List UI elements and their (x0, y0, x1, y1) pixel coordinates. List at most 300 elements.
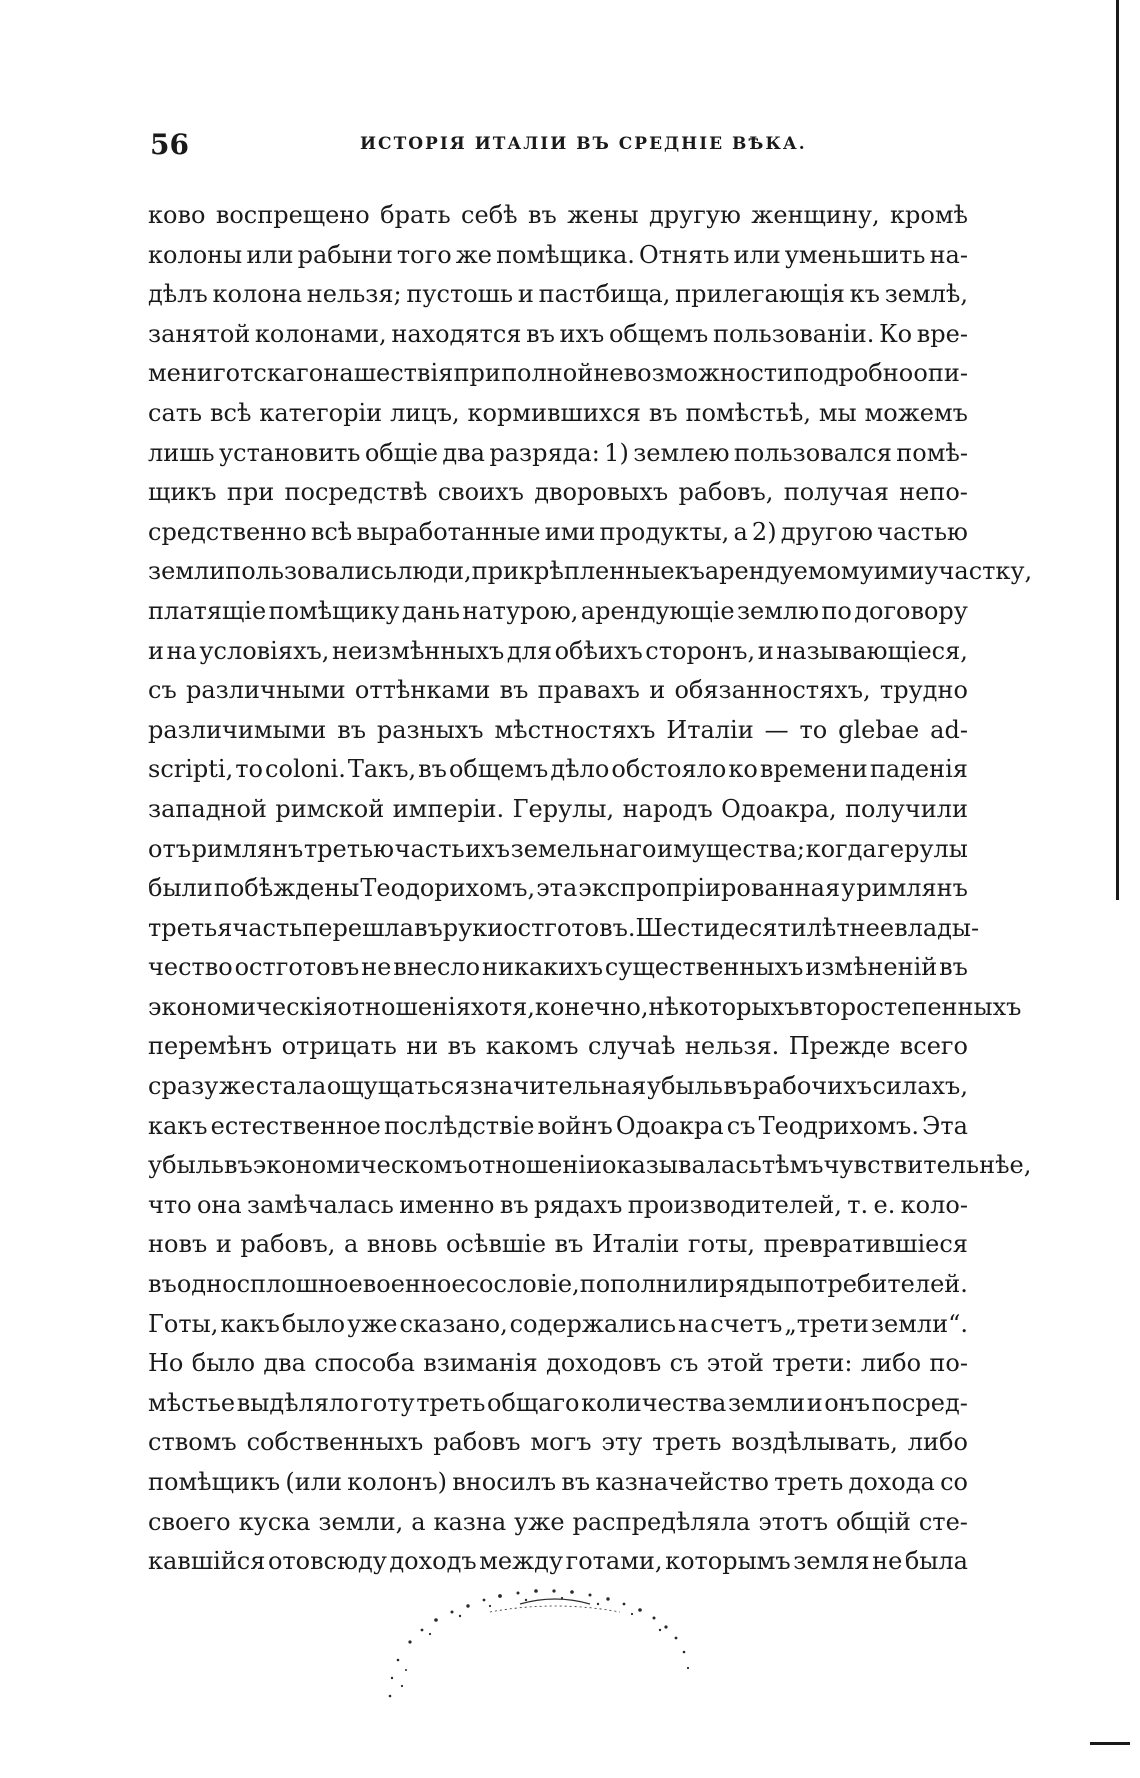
word: стала (255, 1072, 327, 1101)
word: е. (873, 1190, 896, 1219)
word: отовсюду (267, 1547, 387, 1576)
word: именно (399, 1190, 495, 1219)
word: ряды (719, 1270, 784, 1299)
word: ad- (930, 715, 968, 744)
word: опи- (913, 359, 968, 388)
word: убыль (148, 1151, 224, 1180)
word: какомъ (485, 1032, 579, 1061)
word: треть (774, 1468, 844, 1496)
word: „трети (784, 1309, 869, 1338)
word: воспрещено (215, 201, 370, 229)
word: готу (360, 1388, 415, 1417)
word: при (226, 478, 275, 507)
word: то (799, 715, 828, 744)
word: помѣстьѣ, (685, 398, 811, 427)
word: Теодрихомъ. (758, 1111, 919, 1140)
word: сразу (148, 1072, 219, 1101)
word: въ (528, 201, 557, 229)
word: остготовъ (234, 953, 360, 982)
word: рабочихъ (752, 1072, 872, 1101)
word: мѣстностяхъ (494, 715, 656, 744)
word: рядахъ (533, 1190, 623, 1219)
word: на (678, 1309, 709, 1338)
word: земли“. (870, 1309, 968, 1338)
word: было (281, 1309, 346, 1338)
word: разряда: (489, 438, 600, 467)
word: измѣненій (805, 953, 938, 982)
word: кормившихся (467, 398, 641, 427)
word: землѣ, (884, 280, 968, 309)
word: куска (238, 1507, 311, 1536)
word: ощущаться (326, 1072, 470, 1101)
word: Эта (922, 1111, 968, 1140)
word: эту (601, 1428, 643, 1457)
word: на (166, 636, 197, 665)
word: — (764, 715, 789, 744)
word: что (148, 1190, 192, 1219)
word: чество (148, 953, 233, 982)
word: всего (899, 1032, 968, 1061)
word: сать (148, 398, 203, 427)
word: дань (401, 596, 461, 625)
word: счетъ (710, 1309, 783, 1338)
word: мы (818, 398, 857, 427)
word: какъ (148, 1111, 208, 1140)
word: называющіеся, (776, 636, 968, 665)
word: земля (793, 1547, 870, 1576)
word: нельзя; (306, 280, 402, 309)
word: участку, (924, 557, 1033, 586)
word: а (343, 1230, 359, 1259)
text-line (148, 473, 968, 513)
word: нельзя. (684, 1032, 780, 1061)
text-line (148, 1265, 968, 1305)
word: къ (849, 280, 880, 309)
word: coloni. (265, 755, 346, 784)
word: новъ (148, 1230, 208, 1259)
text-line (148, 1027, 968, 1067)
word: трудно (879, 676, 968, 705)
word: сословіе, (465, 1270, 580, 1299)
word: земли (727, 1388, 806, 1417)
word: этотъ (758, 1507, 829, 1536)
word: можемъ (864, 398, 968, 427)
word: glebae (838, 715, 920, 744)
word: экспропріированная (578, 874, 841, 903)
word: оказывалась (602, 1151, 762, 1180)
word: народъ (622, 794, 713, 823)
text-line (148, 513, 968, 553)
word: колонами, (254, 319, 387, 348)
word: которымъ (665, 1547, 791, 1576)
word: военное (362, 1270, 466, 1299)
word: же (218, 1072, 256, 1101)
text-line (148, 394, 968, 434)
text-line (148, 830, 968, 870)
word: въ (337, 715, 366, 744)
word: у (841, 874, 856, 903)
word: трети: (772, 1349, 853, 1378)
word: въ (223, 1151, 253, 1180)
word: посредствѣ (284, 478, 428, 507)
word: между (479, 1547, 564, 1576)
word: въ (499, 676, 529, 705)
word: руки (442, 913, 504, 942)
word: была (904, 1547, 968, 1576)
word: пользовался (733, 438, 892, 467)
text-line (148, 1542, 968, 1582)
word: платящіе (148, 596, 267, 625)
word: дворовыхъ (534, 478, 669, 507)
word: когда (805, 834, 877, 863)
word: содержались (509, 1309, 677, 1338)
word: пустошь (406, 280, 514, 309)
word: пользовались (225, 557, 398, 586)
word: вносилъ (452, 1468, 557, 1496)
word: правахъ (537, 676, 640, 705)
word: а (733, 517, 748, 546)
word: времени (759, 755, 868, 784)
word: кавшійся (148, 1547, 266, 1576)
word: разныхъ (376, 715, 484, 744)
word: внесло (393, 953, 481, 982)
word: по (821, 596, 852, 625)
word: посред- (871, 1388, 968, 1417)
word: непо- (899, 478, 968, 507)
word: третью (303, 834, 394, 863)
word: перемѣнъ (148, 1032, 273, 1061)
word: либо (860, 1349, 922, 1378)
word: прикрѣпленные (471, 557, 675, 586)
word: дѣлъ (148, 280, 208, 309)
text-line (148, 434, 968, 474)
word: Ко (879, 319, 913, 348)
word: готскаго (213, 359, 324, 388)
word: мени (148, 359, 213, 388)
word: треть (416, 1388, 486, 1417)
word: часть (394, 834, 465, 863)
word: онъ (824, 1388, 870, 1417)
text-line (148, 750, 968, 790)
word: и (757, 636, 774, 665)
word: конечно, (534, 992, 649, 1021)
word: воздѣлывать, (731, 1428, 898, 1457)
word: категоріи (259, 398, 383, 427)
page-header (150, 128, 960, 168)
word: общемъ (448, 755, 549, 784)
word: въ (499, 1190, 529, 1219)
word: Теодорихомъ, (360, 874, 536, 903)
word: отрицать (281, 1032, 397, 1061)
word: другою (780, 517, 873, 546)
word: римлянъ (856, 874, 968, 903)
word: естественное (210, 1111, 381, 1140)
word: готами, (565, 1547, 663, 1576)
word: влады- (894, 913, 980, 942)
word: количества (581, 1388, 727, 1417)
word: съ (669, 1349, 699, 1378)
word: (или (285, 1468, 343, 1496)
word: значительная (469, 1072, 647, 1101)
word: различными (185, 676, 346, 705)
word: пополнили (579, 1270, 720, 1299)
word: эта (536, 874, 578, 903)
word: превратившіеся (763, 1230, 968, 1259)
word: рабыни (297, 240, 393, 269)
word: выдѣляло (236, 1388, 359, 1417)
word: не (361, 953, 392, 982)
word: ихъ (465, 834, 510, 863)
text-line (148, 632, 968, 672)
word: помѣщикъ (148, 1468, 281, 1496)
text-line (148, 948, 968, 988)
word: Одоакра, (721, 794, 837, 823)
word: договору (854, 596, 968, 625)
text-line (148, 552, 1033, 592)
word: взиманія (423, 1349, 538, 1378)
word: случаѣ (588, 1032, 676, 1061)
word: находятся (391, 319, 522, 348)
word: побѣждены (213, 874, 360, 903)
word: уменьшить (784, 240, 926, 269)
word: чувствительнѣе, (823, 1151, 1032, 1180)
word: коло- (900, 1190, 968, 1219)
word: получили (845, 794, 968, 823)
word: колонъ) (347, 1468, 448, 1496)
text-line (148, 196, 968, 236)
word: потребителей. (783, 1270, 968, 1299)
word: а (411, 1507, 426, 1536)
word: въ (447, 1032, 477, 1061)
word: ими (544, 517, 596, 546)
word: ствомъ (148, 1428, 237, 1457)
word: при (453, 359, 501, 388)
word: остготовъ. (503, 913, 636, 942)
word: нашествія (323, 359, 454, 388)
word: себѣ (461, 201, 518, 229)
text-line (148, 1305, 968, 1345)
word: помѣ- (896, 438, 968, 467)
word: въ (554, 1230, 584, 1259)
text-line (148, 1423, 968, 1463)
edge-mark (1090, 1742, 1130, 1745)
word: въ (413, 913, 443, 942)
word: дохода (848, 1468, 935, 1496)
word: герулы (877, 834, 968, 863)
word: жены (567, 201, 639, 229)
word: Отнять (638, 240, 730, 269)
word: казначейство (595, 1468, 769, 1496)
word: арендующіе (580, 596, 735, 625)
text-line (148, 1503, 968, 1543)
word: всѣ (209, 398, 252, 427)
text-line (148, 869, 968, 909)
text-line (148, 711, 968, 751)
word: условіяхъ, (199, 636, 330, 665)
word: выработанные (356, 517, 541, 546)
word: всѣ (310, 517, 353, 546)
word: оттѣнками (354, 676, 491, 705)
word: отъ (148, 834, 191, 863)
word: по- (929, 1349, 968, 1378)
text-line (148, 1463, 968, 1503)
word: или (733, 240, 781, 269)
word: она (196, 1190, 242, 1219)
word: пользованіи. (712, 319, 875, 348)
word: съ (726, 1111, 756, 1140)
word: пастбища, (538, 280, 671, 309)
word: убыль (646, 1072, 723, 1101)
word: треть (652, 1428, 722, 1457)
word: земли, (318, 1507, 404, 1536)
word: же (455, 240, 492, 269)
text-line (148, 1107, 968, 1147)
word: способа (314, 1349, 415, 1378)
text-line (148, 315, 968, 355)
word: къ (674, 557, 705, 586)
word: было (191, 1349, 256, 1378)
word: никакихъ (481, 953, 604, 982)
word: въ (418, 755, 447, 784)
word: установить (219, 438, 361, 467)
page-number: 56 (150, 128, 189, 161)
word: Одоакра (615, 1111, 724, 1140)
word: частью (877, 517, 968, 546)
word: земельнаго (510, 834, 657, 863)
word: въ (148, 1270, 177, 1299)
word: помѣщику (268, 596, 400, 625)
text-line (148, 236, 968, 276)
word: общаго (486, 1388, 580, 1417)
word: обстояло (611, 755, 727, 784)
text-line (148, 1225, 968, 1265)
word: въ (648, 398, 678, 427)
text-line (148, 1186, 968, 1226)
word: лишь (148, 438, 215, 467)
word: средственно (148, 517, 307, 546)
word: вре- (916, 319, 968, 348)
word: силахъ, (872, 1072, 968, 1101)
word: получая (783, 478, 889, 507)
word: мѣстье (148, 1388, 236, 1417)
word: землю (736, 596, 820, 625)
word: другую (649, 201, 741, 229)
word: полной (501, 359, 594, 388)
word: сте- (918, 1507, 968, 1536)
word: общіе (364, 438, 438, 467)
word: въ (561, 1468, 591, 1496)
word: либо (907, 1428, 968, 1457)
word: не (872, 1547, 903, 1576)
word: экономическія (148, 992, 338, 1021)
word: Но (148, 1349, 184, 1378)
word: невозможности (593, 359, 794, 388)
word: т. (847, 1190, 869, 1219)
word: вновь (366, 1230, 438, 1259)
word: замѣчалась (247, 1190, 394, 1219)
text-line (148, 1146, 1032, 1186)
word: Герулы, (512, 794, 615, 823)
word: 1) (604, 438, 629, 467)
word: часть (232, 913, 303, 942)
word: продукты, (599, 517, 730, 546)
word: сказано, (399, 1309, 508, 1338)
word: арендуемому (704, 557, 874, 586)
word: доходъ (389, 1547, 477, 1576)
body-text (148, 196, 1033, 1582)
word: scripti, (148, 755, 234, 784)
word: подробно (793, 359, 914, 388)
word: собственныхъ (246, 1428, 424, 1457)
word: могъ (530, 1428, 592, 1457)
word: хотя, (470, 992, 535, 1021)
word: своихъ (437, 478, 524, 507)
word: кромѣ (890, 201, 968, 229)
word: Готы, (148, 1309, 219, 1338)
word: перешла (302, 913, 414, 942)
word: и (215, 1230, 232, 1259)
text-line (148, 909, 980, 949)
word: рабовъ (433, 1428, 521, 1457)
word: отношенія (337, 992, 471, 1021)
word: уже (514, 1507, 565, 1536)
word: и (649, 676, 666, 705)
word: со (940, 1468, 968, 1496)
word: 2) (751, 517, 777, 546)
word: западной (148, 794, 267, 823)
text-line (148, 988, 1022, 1028)
word: обѣихъ (554, 636, 643, 665)
word: готы, (688, 1230, 756, 1259)
word: обязанностяхъ, (674, 676, 871, 705)
text-line (148, 671, 968, 711)
word: ково (148, 201, 206, 229)
word: были (148, 874, 213, 903)
text-line (148, 1067, 968, 1107)
word: ко (728, 755, 758, 784)
word: ими (873, 557, 925, 586)
word: женщину, (751, 201, 880, 229)
word: казна (433, 1507, 507, 1536)
word: второстепенныхъ (799, 992, 1022, 1021)
word: щикъ (148, 478, 217, 507)
word: ни (406, 1032, 439, 1061)
word: въ (939, 953, 968, 982)
word: натурою, (462, 596, 579, 625)
word: прилегающія (675, 280, 845, 309)
word: въ (526, 319, 555, 348)
word: общій (836, 1507, 911, 1536)
word: и (517, 280, 534, 309)
decorative-ornament (370, 1582, 740, 1722)
word: дѣло (550, 755, 610, 784)
word: брать (380, 201, 451, 229)
word: существенныхъ (604, 953, 804, 982)
word: неизмѣнныхъ (331, 636, 505, 665)
word: для (506, 636, 553, 665)
word: войнъ (537, 1111, 613, 1140)
word: имущества; (657, 834, 805, 863)
word: доходовъ (546, 1349, 662, 1378)
word: римской (275, 794, 385, 823)
text-line (148, 592, 968, 632)
binding-edge-line (1116, 0, 1119, 900)
running-title: ИСТОРІЯ ИТАЛІИ ВЪ СРЕДНІЕ ВѢКА. (360, 134, 807, 154)
text-line (148, 1384, 968, 1424)
word: и (148, 636, 164, 665)
word: или (246, 240, 294, 269)
word: ихъ (559, 319, 605, 348)
